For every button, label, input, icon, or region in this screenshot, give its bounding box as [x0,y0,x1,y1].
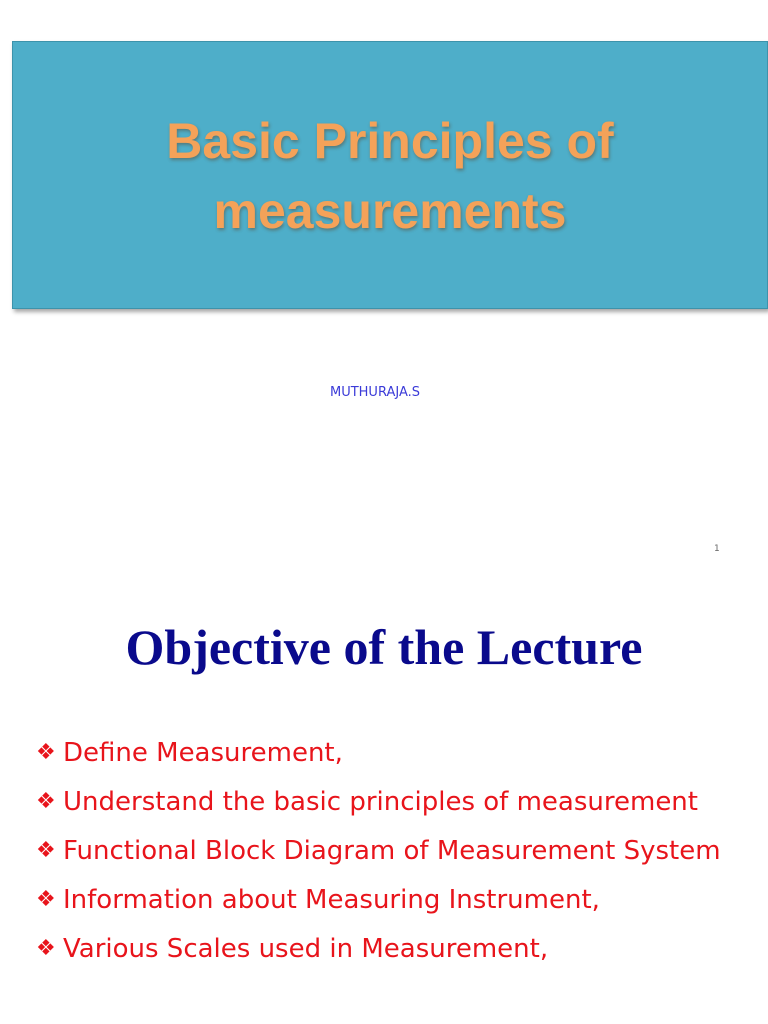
list-item [36,831,726,871]
author-name: MUTHURAJA.S [329,385,421,400]
objective-list [36,733,726,978]
diamond-bullet-icon: ❖ [36,936,56,961]
page-number: 1 [714,544,720,554]
title-banner [12,41,768,309]
list-item [36,782,726,822]
slide-2 [0,588,768,1024]
list-item-text: Understand the basic principles of measurement [63,787,698,817]
slide-title: Basic Principles of measurements [166,113,614,239]
list-item [36,733,726,773]
objective-title: Objective of the Lecture [125,619,643,675]
diamond-bullet-icon: ❖ [36,789,56,814]
list-item-text: Information about Measuring Instrument, [63,885,600,915]
list-item-text: Define Measurement, [63,738,343,768]
diamond-bullet-icon: ❖ [36,838,56,863]
list-item-text: Functional Block Diagram of Measurement System [63,836,721,866]
list-item [36,880,726,920]
list-item [36,929,726,969]
diamond-bullet-icon: ❖ [36,740,56,765]
diamond-bullet-icon: ❖ [36,887,56,912]
list-item-text: Various Scales used in Measurement, [63,934,549,964]
